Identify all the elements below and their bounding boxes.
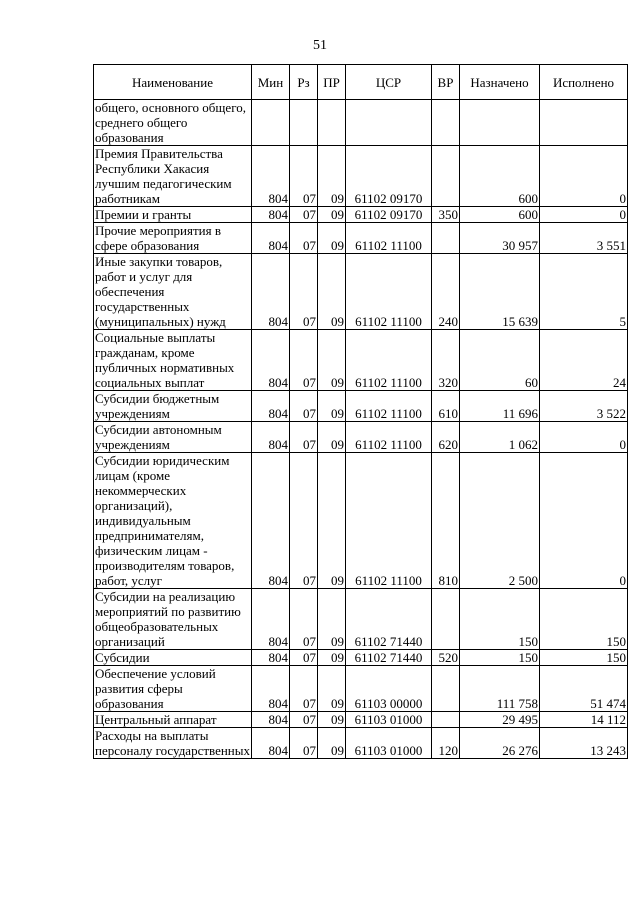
cell-csr bbox=[346, 100, 432, 146]
cell-executed: 5 bbox=[540, 254, 628, 330]
cell-rz: 07 bbox=[290, 728, 318, 759]
cell-min bbox=[252, 100, 290, 146]
table-row bbox=[94, 650, 628, 666]
cell-rz: 07 bbox=[290, 391, 318, 422]
column-header-rz: Рз bbox=[290, 65, 318, 100]
cell-csr: 61103 01000 bbox=[346, 728, 432, 759]
cell-vr: 520 bbox=[432, 650, 460, 666]
cell-assigned: 1 062 bbox=[460, 422, 540, 453]
cell-pr: 09 bbox=[318, 728, 346, 759]
cell-assigned: 30 957 bbox=[460, 223, 540, 254]
cell-pr: 09 bbox=[318, 589, 346, 650]
cell-executed: 3 551 bbox=[540, 223, 628, 254]
table-header-row bbox=[94, 65, 628, 100]
cell-min: 804 bbox=[252, 453, 290, 589]
cell-rz: 07 bbox=[290, 666, 318, 712]
cell-rz: 07 bbox=[290, 650, 318, 666]
cell-assigned: 60 bbox=[460, 330, 540, 391]
cell-min: 804 bbox=[252, 589, 290, 650]
table-row bbox=[94, 146, 628, 207]
cell-vr bbox=[432, 100, 460, 146]
cell-name: Субсидии юридическим лицам (кроме некоммерческих организаций), индивидуальным предпринимателям, физическим лицам - производителям товаров, работ, услуг bbox=[94, 453, 252, 589]
cell-vr: 810 bbox=[432, 453, 460, 589]
cell-rz: 07 bbox=[290, 589, 318, 650]
cell-rz: 07 bbox=[290, 422, 318, 453]
cell-pr bbox=[318, 100, 346, 146]
cell-rz: 07 bbox=[290, 254, 318, 330]
cell-min: 804 bbox=[252, 207, 290, 223]
cell-assigned: 150 bbox=[460, 650, 540, 666]
cell-name: Прочие мероприятия в сфере образования bbox=[94, 223, 252, 254]
cell-vr bbox=[432, 712, 460, 728]
cell-assigned: 600 bbox=[460, 207, 540, 223]
cell-executed: 51 474 bbox=[540, 666, 628, 712]
column-header-vr: ВР bbox=[432, 65, 460, 100]
column-header-executed: Исполнено bbox=[540, 65, 628, 100]
cell-vr: 610 bbox=[432, 391, 460, 422]
cell-pr: 09 bbox=[318, 207, 346, 223]
cell-vr bbox=[432, 223, 460, 254]
cell-pr: 09 bbox=[318, 666, 346, 712]
cell-vr: 120 bbox=[432, 728, 460, 759]
table-row bbox=[94, 207, 628, 223]
table-row bbox=[94, 712, 628, 728]
cell-csr: 61102 71440 bbox=[346, 589, 432, 650]
cell-min: 804 bbox=[252, 330, 290, 391]
budget-table bbox=[93, 64, 628, 759]
cell-min: 804 bbox=[252, 391, 290, 422]
cell-name: Премия Правительства Республики Хакасия лучшим педагогическим работникам bbox=[94, 146, 252, 207]
cell-name: Центральный аппарат bbox=[94, 712, 252, 728]
cell-vr bbox=[432, 146, 460, 207]
cell-csr: 61102 11100 bbox=[346, 422, 432, 453]
cell-rz bbox=[290, 100, 318, 146]
cell-min: 804 bbox=[252, 666, 290, 712]
cell-pr: 09 bbox=[318, 650, 346, 666]
cell-assigned: 26 276 bbox=[460, 728, 540, 759]
cell-executed: 0 bbox=[540, 207, 628, 223]
cell-executed: 0 bbox=[540, 453, 628, 589]
cell-executed: 150 bbox=[540, 650, 628, 666]
page-number: 51 bbox=[313, 38, 327, 53]
cell-assigned bbox=[460, 100, 540, 146]
table-row bbox=[94, 100, 628, 146]
cell-rz: 07 bbox=[290, 146, 318, 207]
column-header-name: Наименование bbox=[94, 65, 252, 100]
column-header-min: Мин bbox=[252, 65, 290, 100]
cell-min: 804 bbox=[252, 712, 290, 728]
cell-vr: 620 bbox=[432, 422, 460, 453]
cell-csr: 61102 11100 bbox=[346, 223, 432, 254]
table-row bbox=[94, 453, 628, 589]
cell-csr: 61102 11100 bbox=[346, 453, 432, 589]
cell-min: 804 bbox=[252, 223, 290, 254]
cell-csr: 61102 09170 bbox=[346, 207, 432, 223]
cell-executed: 14 112 bbox=[540, 712, 628, 728]
table-row bbox=[94, 666, 628, 712]
cell-pr: 09 bbox=[318, 330, 346, 391]
cell-name: Субсидии бюджетным учреждениям bbox=[94, 391, 252, 422]
cell-rz: 07 bbox=[290, 223, 318, 254]
table-row bbox=[94, 422, 628, 453]
cell-vr: 240 bbox=[432, 254, 460, 330]
table-body bbox=[94, 100, 628, 759]
cell-csr: 61102 11100 bbox=[346, 254, 432, 330]
cell-name: Субсидии на реализацию мероприятий по развитию общеобразовательных организаций bbox=[94, 589, 252, 650]
column-header-csr: ЦСР bbox=[346, 65, 432, 100]
cell-pr: 09 bbox=[318, 146, 346, 207]
cell-csr: 61102 11100 bbox=[346, 391, 432, 422]
cell-assigned: 150 bbox=[460, 589, 540, 650]
cell-csr: 61102 11100 bbox=[346, 330, 432, 391]
cell-assigned: 11 696 bbox=[460, 391, 540, 422]
cell-min: 804 bbox=[252, 254, 290, 330]
cell-assigned: 15 639 bbox=[460, 254, 540, 330]
table-row bbox=[94, 254, 628, 330]
cell-csr: 61103 01000 bbox=[346, 712, 432, 728]
cell-name: Иные закупки товаров, работ и услуг для обеспечения государственных (муниципальных) нужд bbox=[94, 254, 252, 330]
cell-executed: 3 522 bbox=[540, 391, 628, 422]
cell-vr bbox=[432, 666, 460, 712]
cell-csr: 61102 71440 bbox=[346, 650, 432, 666]
cell-min: 804 bbox=[252, 728, 290, 759]
cell-assigned: 29 495 bbox=[460, 712, 540, 728]
cell-rz: 07 bbox=[290, 712, 318, 728]
cell-executed bbox=[540, 100, 628, 146]
cell-name: Премии и гранты bbox=[94, 207, 252, 223]
cell-executed: 0 bbox=[540, 422, 628, 453]
cell-executed: 24 bbox=[540, 330, 628, 391]
cell-rz: 07 bbox=[290, 453, 318, 589]
cell-pr: 09 bbox=[318, 391, 346, 422]
cell-vr: 350 bbox=[432, 207, 460, 223]
cell-executed: 0 bbox=[540, 146, 628, 207]
cell-min: 804 bbox=[252, 650, 290, 666]
cell-rz: 07 bbox=[290, 330, 318, 391]
cell-pr: 09 bbox=[318, 453, 346, 589]
cell-name: Социальные выплаты гражданам, кроме публичных нормативных социальных выплат bbox=[94, 330, 252, 391]
table-row bbox=[94, 223, 628, 254]
cell-rz: 07 bbox=[290, 207, 318, 223]
cell-vr: 320 bbox=[432, 330, 460, 391]
cell-pr: 09 bbox=[318, 422, 346, 453]
cell-pr: 09 bbox=[318, 223, 346, 254]
cell-name: Расходы на выплаты персоналу государственных bbox=[95, 728, 251, 758]
cell-assigned: 600 bbox=[460, 146, 540, 207]
cell-pr: 09 bbox=[318, 254, 346, 330]
cell-csr: 61102 09170 bbox=[346, 146, 432, 207]
cell-assigned: 111 758 bbox=[460, 666, 540, 712]
cell-min: 804 bbox=[252, 422, 290, 453]
cell-executed: 150 bbox=[540, 589, 628, 650]
cell-pr: 09 bbox=[318, 712, 346, 728]
cell-executed: 13 243 bbox=[540, 728, 628, 759]
cell-vr bbox=[432, 589, 460, 650]
cell-min: 804 bbox=[252, 146, 290, 207]
table-row bbox=[94, 330, 628, 391]
table-row bbox=[94, 589, 628, 650]
cell-csr: 61103 00000 bbox=[346, 666, 432, 712]
table-row bbox=[94, 391, 628, 422]
cell-name: Субсидии автономным учреждениям bbox=[94, 422, 252, 453]
cell-name: Обеспечение условий развития сферы образования bbox=[94, 666, 252, 712]
table-row bbox=[94, 728, 628, 759]
cell-name: Субсидии bbox=[94, 650, 252, 666]
column-header-pr: ПР bbox=[318, 65, 346, 100]
column-header-assigned: Назначено bbox=[460, 65, 540, 100]
cell-assigned: 2 500 bbox=[460, 453, 540, 589]
cell-name: общего, основного общего, среднего общего образования bbox=[94, 100, 252, 146]
